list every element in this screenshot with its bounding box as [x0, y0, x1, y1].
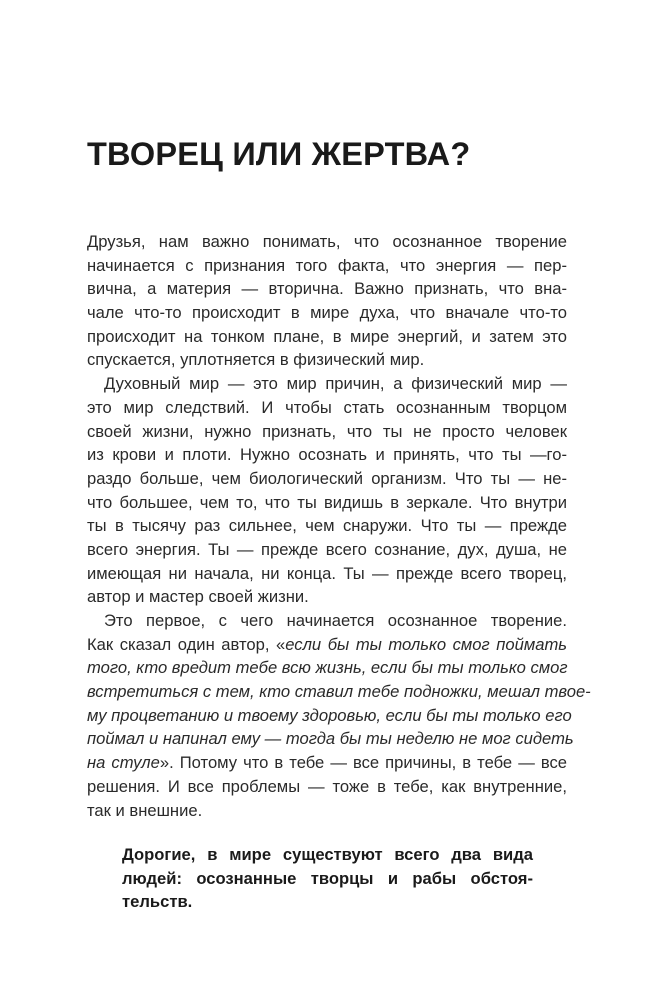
quote-text: того, кто вредит тебе всю жизнь, если бы ты только смог: [87, 658, 568, 678]
quote-text: поймал и напинал ему — тогда бы ты неделю не мог сидеть: [87, 729, 574, 749]
text-run: раздо больше, чем биологический организм. Что ты — не-: [87, 468, 567, 488]
callout-quote: [122, 843, 533, 914]
text-line: [87, 514, 567, 538]
text-line: [87, 727, 574, 751]
body-text: [87, 230, 591, 822]
text-line: [87, 538, 567, 562]
text-run: решения. И все проблемы — тоже в тебе, как внутренние,: [87, 776, 567, 796]
quote-text: му процветанию и твоему здоровью, если бы ты только его: [87, 705, 572, 725]
paragraph: [87, 372, 567, 609]
paragraph: [87, 609, 591, 822]
text-run: вична, а материя — вторична. Важно признать, что вна-: [87, 279, 567, 299]
text-run: спускается, уплотняется в физический мир.: [87, 350, 425, 370]
text-run: ты в тысячу раз сильнее, чем снаружи. Что ты — прежде: [87, 516, 567, 536]
text-line: [87, 609, 567, 633]
quote-text: если бы ты только смог поймать: [285, 634, 567, 654]
text-line: [87, 301, 567, 325]
text-run: начинается с признания того факта, что энергия — пер-: [87, 255, 567, 275]
text-line: [87, 562, 567, 586]
text-line: [87, 420, 567, 444]
text-run: Духовный мир — это мир причин, а физический мир —: [104, 374, 567, 394]
quote-text: на стуле: [87, 753, 160, 773]
text-line: [87, 656, 567, 680]
callout-line: тельств.: [122, 892, 193, 912]
text-run: Друзья, нам важно понимать, что осознанное творение: [87, 232, 567, 251]
text-run: чале что-то происходит в мире духа, что вначале что-то: [87, 303, 567, 323]
text-run: что большее, чем то, что ты видишь в зеркале. Что внутри: [87, 492, 567, 512]
text-run: из крови и плоти. Нужно осознать и принять, что ты —го-: [87, 445, 567, 465]
paragraph: [87, 230, 567, 372]
text-run: автор и мастер своей жизни.: [87, 587, 309, 607]
text-line: [87, 585, 567, 609]
text-run: происходит на тонком плане, в мире энергий, и затем это: [87, 326, 567, 346]
text-run: ». Потому что в тебе — все причины, в тебе — все: [159, 753, 567, 773]
text-line: [87, 775, 567, 799]
text-line: [87, 254, 567, 278]
text-run: своей жизни, нужно признать, что ты не просто человек: [87, 421, 567, 441]
text-run: Это первое, с чего начинается осознанное творение.: [104, 611, 567, 630]
text-line: [87, 680, 591, 704]
text-line: [87, 230, 567, 254]
text-run: Как сказал один автор, «: [87, 634, 286, 654]
quote-text: встретиться с тем, кто ставил тебе подножки, мешал твое-: [87, 682, 591, 702]
text-line: [87, 372, 567, 396]
text-line: [87, 467, 567, 491]
text-run: имеющая ни начала, ни конца. Ты — прежде всего творец,: [87, 563, 567, 583]
callout-line: Дорогие, в мире существуют всего два вида: [122, 845, 533, 864]
text-line: [87, 491, 567, 515]
text-line: [87, 704, 572, 728]
text-line: [87, 396, 567, 420]
text-line: [87, 325, 567, 349]
text-line: [87, 633, 567, 657]
text-run: так и внешние.: [87, 800, 203, 820]
text-line: [87, 751, 567, 775]
chapter-title: ТВОРЕЦ ИЛИ ЖЕРТВА?: [87, 136, 471, 172]
text-line: [87, 277, 567, 301]
text-run: это мир следствий. И чтобы стать осознанным творцом: [87, 397, 567, 417]
text-line: [87, 348, 567, 372]
text-run: всего энергия. Ты — прежде всего сознание, дух, душа, не: [87, 539, 567, 559]
callout-line: людей: осознанные творцы и рабы обстоя-: [122, 868, 533, 888]
text-line: [87, 799, 567, 823]
text-line: [87, 443, 567, 467]
